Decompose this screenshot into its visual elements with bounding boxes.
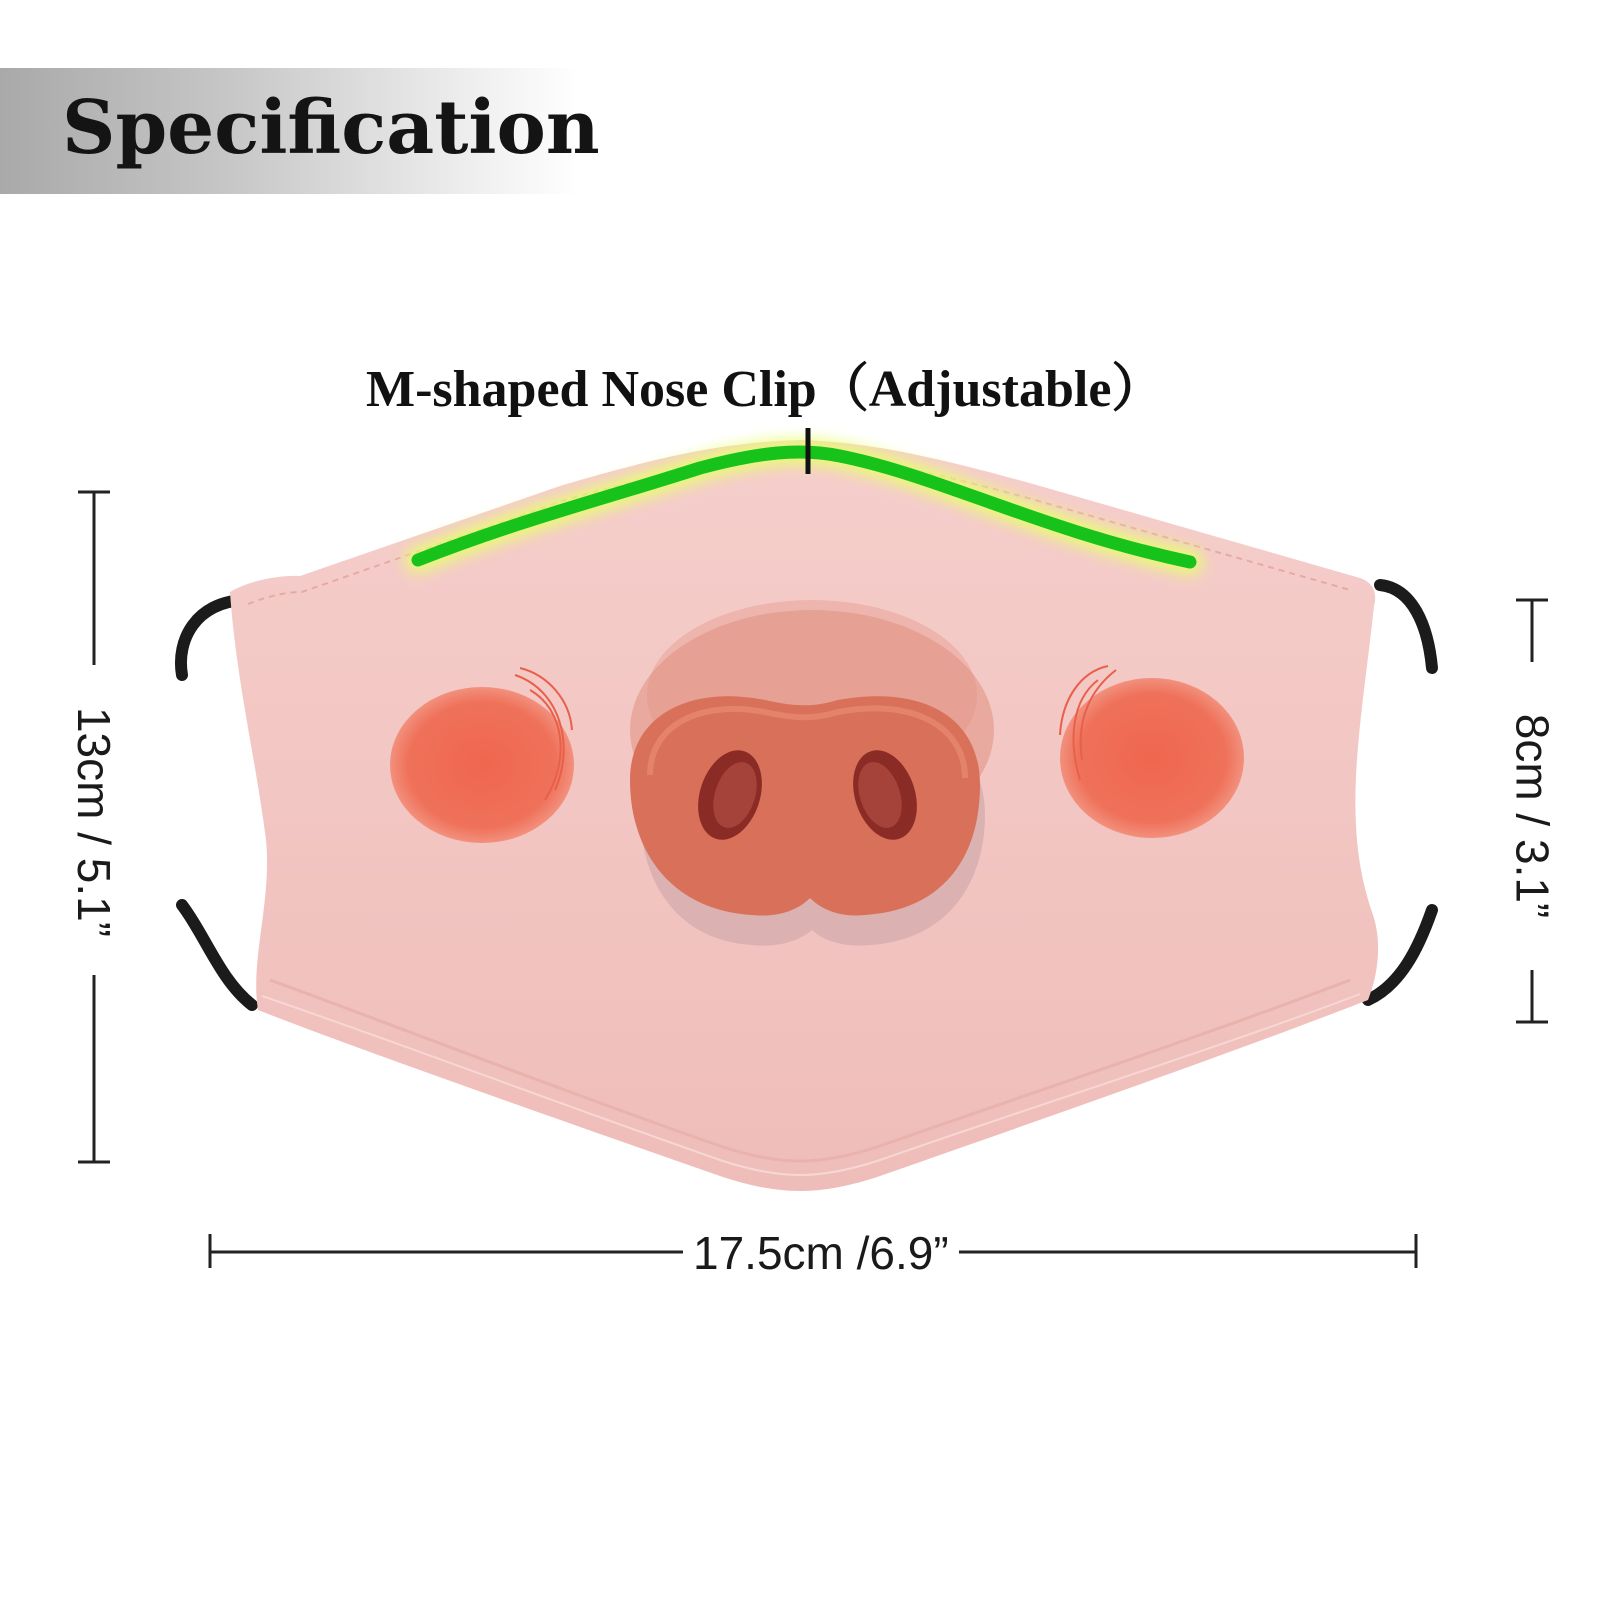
width-label: 17.5cm /6.9”: [683, 1228, 959, 1278]
page-title: Specification: [62, 85, 600, 171]
nose-clip-label: M-shaped Nose Clip（Adjustable）: [366, 361, 1164, 418]
height-side-label: 8cm / 3.1”: [1505, 713, 1558, 919]
pig-snout-illustration: [630, 600, 994, 946]
height-full-label: 13cm / 5.1”: [68, 706, 121, 938]
